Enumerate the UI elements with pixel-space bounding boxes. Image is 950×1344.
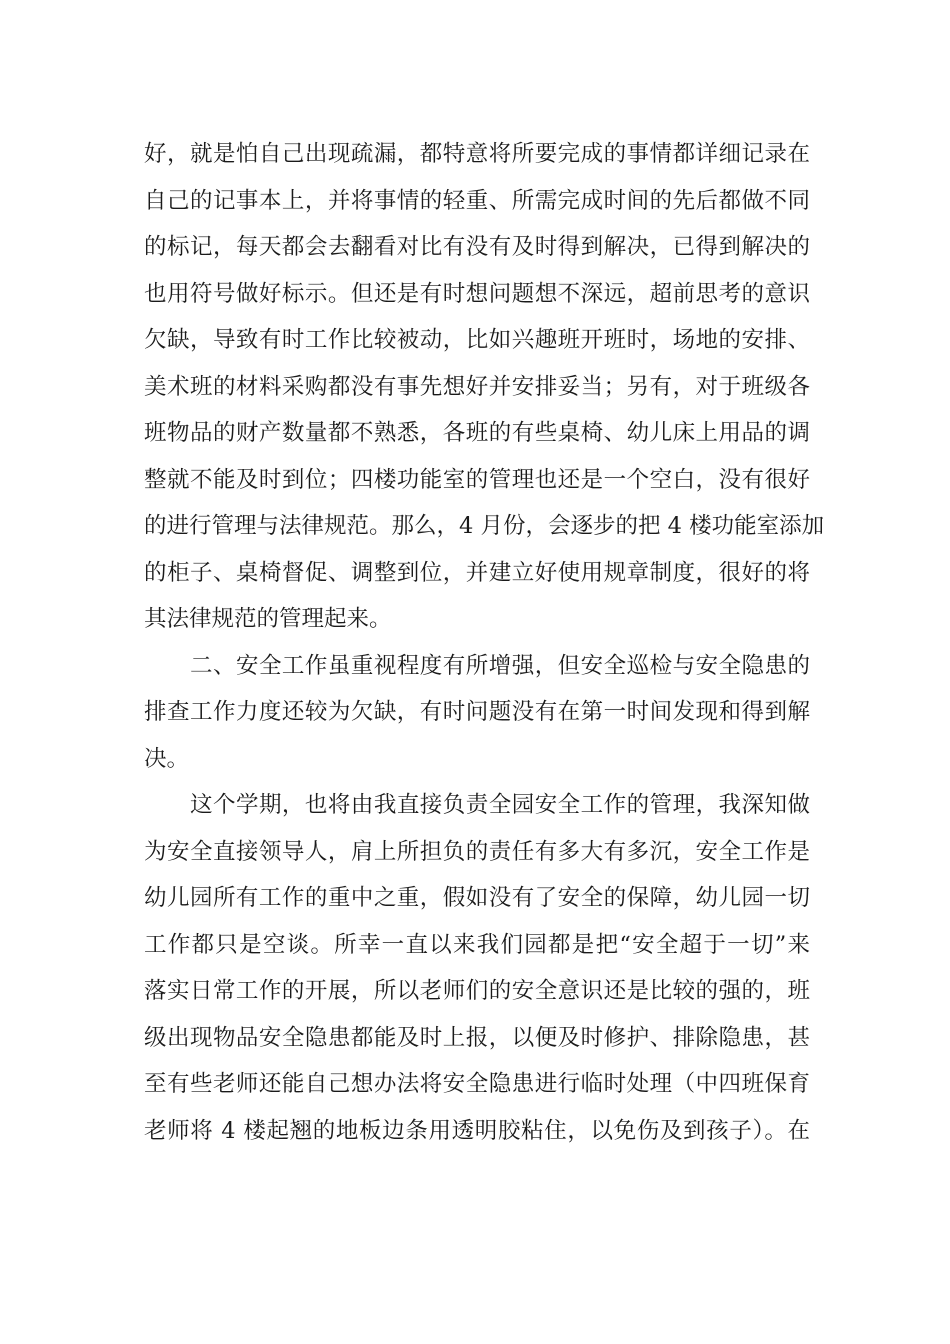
text-line: 二、安全工作虽重视程度有所增强，但安全巡检与安全隐患的	[190, 652, 810, 679]
paragraph-1	[144, 131, 825, 643]
text-line: 幼儿园所有工作的重中之重，假如没有了安全的保障，幼儿园一切	[144, 885, 810, 911]
text-line: 这个学期，也将由我直接负责全园安全工作的管理，我深知做	[190, 792, 810, 818]
text-line: 自己的记事本上，并将事情的轻重、所需完成时间的先后都做不同	[144, 187, 810, 214]
text-line: 级出现物品安全隐患都能及时上报，以便及时修护、排除隐患，甚	[144, 1024, 810, 1051]
text-line: 整就不能及时到位；四楼功能室的管理也还是一个空白，没有很好	[144, 466, 810, 493]
text-line: 美术班的材料采购都没有事先想好并安排妥当；另有，对于班级各	[144, 373, 810, 400]
text-line: 的进行管理与法律规范。那么，4 月份，会逐步的把 4 楼功能室添加	[144, 513, 825, 539]
text-line: 的标记，每天都会去翻看对比有没有及时得到解决，已得到解决的	[144, 234, 810, 260]
paragraph-3	[144, 782, 810, 1154]
text-line: 落实日常工作的开展，所以老师们的安全意识还是比较的强的，班	[144, 978, 810, 1004]
text-line: 工作都只是空谈。所幸一直以来我们园都是把“安全超于一切”来	[144, 931, 810, 958]
text-line: 欠缺，导致有时工作比较被动，比如兴趣班开班时，场地的安排、	[144, 327, 810, 353]
text-line: 至有些老师还能自己想办法将安全隐患进行临时处理（中四班保育	[144, 1071, 810, 1097]
text-line: 为安全直接领导人，肩上所担负的责任有多大有多沉，安全工作是	[144, 838, 810, 865]
text-line: 排查工作力度还较为欠缺，有时问题没有在第一时间发现和得到解	[144, 699, 810, 725]
document-body	[144, 131, 825, 1154]
text-line: 的柜子、桌椅督促、调整到位，并建立好使用规章制度，很好的将	[144, 559, 810, 586]
paragraph-2	[144, 643, 810, 783]
text-line: 老师将 4 楼起翘的地板边条用透明胶粘住，以免伤及到孩子）。在	[144, 1117, 810, 1144]
text-line: 决。	[144, 745, 190, 772]
text-line: 好，就是怕自己出现疏漏，都特意将所要完成的事情都详细记录在	[144, 141, 810, 167]
text-line: 班物品的财产数量都不熟悉，各班的有些桌椅、幼儿床上用品的调	[144, 420, 810, 446]
text-line: 其法律规范的管理起来。	[144, 606, 392, 632]
text-line: 也用符号做好标示。但还是有时想问题想不深远，超前思考的意识	[144, 280, 810, 307]
